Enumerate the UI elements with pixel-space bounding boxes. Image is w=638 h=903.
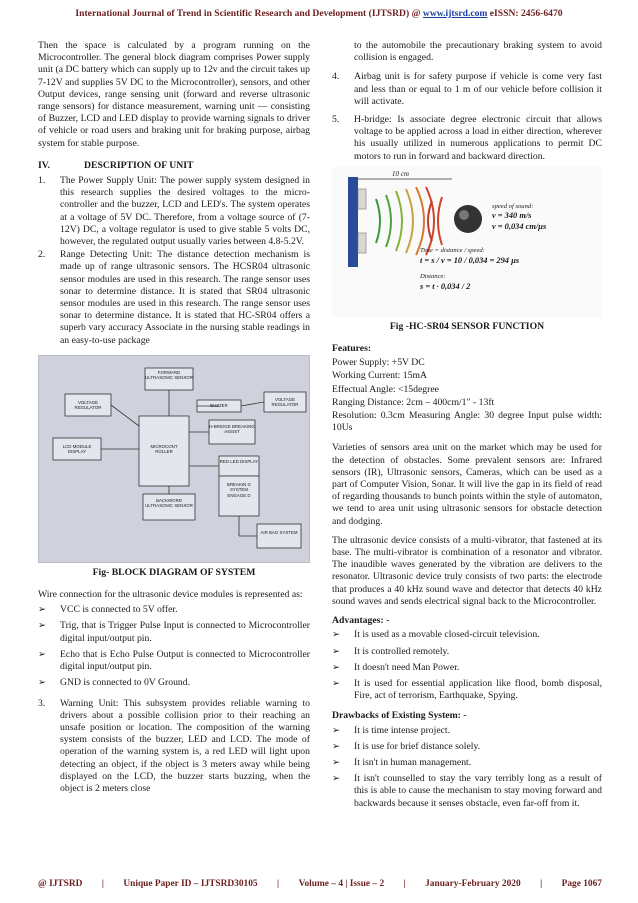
list-item	[38, 249, 310, 347]
footer-volume: Volume – 4 | Issue – 2	[298, 879, 385, 889]
velocity-cmus: v = 0,034 cm/µs	[492, 221, 547, 231]
footer-separator: |	[101, 879, 104, 889]
item-text: It is controlled remotely.	[354, 645, 450, 657]
right-column	[332, 40, 602, 814]
ultrasonic-paragraph: The ultrasonic device consists of a multi-vibrator, that fastened at its base. The multi-vibrator is combination of a resonator and vibrator. The inaudible waves generated by the vibration are delivers to the resonator. Ultrasonic device truly consists of two parts: the electrode that produces a 40 kHz sound wave and detector that detects 40 kHz sound waves and sends electrical signal back to the Microcontroller.	[332, 534, 602, 607]
list-item	[38, 620, 310, 644]
advantages-list	[332, 629, 602, 702]
time-label: Time = distance / speed:	[420, 246, 485, 254]
time-equation: t = s / v = 10 / 0,034 = 294 µs	[420, 255, 520, 265]
feature-item: Effectual Angle: <15degree	[332, 383, 439, 395]
item-text: VCC is connected to 5V offer.	[60, 604, 178, 616]
item-text: H-bridge: Is associate degree electronic circuit that allows voltage to be applied across a load in either direction, wherever his usually utilized in numerous applications to permit DC motors to run in forward and backward direction.	[354, 114, 602, 162]
drawbacks-title: Drawbacks of Existing System: -	[332, 710, 467, 722]
feature-item: Working Current: 15mA	[332, 370, 428, 382]
breaking-label: BREAKIN G SYSTEM ENGAGE D	[227, 481, 251, 499]
block-diagram	[38, 355, 310, 563]
vreg-left-label: VOLTAGE REGULATOR	[74, 399, 102, 410]
list-item	[332, 662, 602, 674]
list-item	[332, 646, 602, 658]
list-item	[38, 175, 310, 248]
item-text: It isn't in human management.	[354, 756, 472, 768]
features-title: Features:	[332, 343, 372, 355]
footer-separator: |	[540, 879, 543, 889]
list-item	[38, 604, 310, 616]
feature-item: Resolution: 0.3cm Measuring Angle: 30 degree Input pulse width: 10Us	[332, 410, 602, 434]
sensors-paragraph: Varieties of sensors area unit on the market which may be used for the detection of obstacles. Some prevalent sensors are: Infrared sensors (IR), Ultrasonic sensors, Cameras, which can be used as a part of Computer Vision, Sonar. It will live the gap in its field of read of regarding thousands to bunch points within the style of automaton, we tend to area unit using ultrasonic sensors for obstacle detection and dodging.	[332, 442, 602, 527]
warning-unit-item	[38, 698, 310, 796]
footer-separator: |	[403, 879, 406, 889]
item-text: GND is connected to 0V Ground.	[60, 677, 191, 689]
item-text: It is time intense project.	[354, 724, 451, 736]
item-number: 1.	[38, 175, 46, 187]
arrow-bullet-icon: ➢	[332, 661, 341, 673]
speed-label: speed of sound:	[492, 202, 534, 210]
arrow-bullet-icon: ➢	[38, 620, 47, 632]
page-header	[0, 8, 638, 19]
section-heading	[38, 160, 310, 172]
drawbacks-list	[332, 725, 602, 810]
arrow-bullet-icon: ➢	[332, 629, 341, 641]
features-block	[332, 343, 602, 434]
airbag-label: AIR BAG SYSTEM	[260, 529, 298, 535]
item-text: Trig, that is Trigger Pulse Input is connected to Microcontroller digital input/output pin.	[60, 620, 310, 644]
arrow-bullet-icon: ➢	[332, 645, 341, 657]
left-column	[38, 40, 310, 796]
list-item	[332, 71, 602, 108]
wire-list	[38, 604, 310, 689]
item-number: 3.	[38, 697, 46, 709]
unit-list	[38, 175, 310, 347]
lcd-label: LCD MODULE DISPLAY	[62, 443, 92, 454]
list-item	[332, 773, 602, 810]
page-footer	[38, 879, 602, 889]
sensor-figure	[332, 167, 602, 317]
arrow-bullet-icon: ➢	[38, 677, 47, 689]
item-text: Airbag unit is for safety purpose if vehicle is come very fast and less than or equal to 1 m of our vehicle before collision it will activate.	[354, 71, 602, 107]
arrow-bullet-icon: ➢	[332, 756, 341, 768]
backward-label: BACKWORD ULTRASONIC SENSOR	[145, 497, 193, 508]
wire-intro: Wire connection for the ultrasonic device modules is represented as:	[38, 589, 303, 601]
list-item	[38, 698, 310, 796]
journal-name: International Journal of Trend in Scientific Research and Development (IJTSRD) @	[75, 8, 421, 19]
list-item	[332, 757, 602, 769]
arrow-bullet-icon: ➢	[332, 724, 341, 736]
footer-date: January-February 2020	[425, 879, 521, 889]
buzzer-label: BUZZER	[210, 402, 228, 408]
item-text: Range Detecting Unit: The distance detection mechanism is made up of range ultrasonic sensors. The HCSR04 ultrasonic sensor modules are used in this research. The range sensor uses sonar to determine distance. It is stated that SR04 ultrasonic sensor modules are used in this research. The range sensor uses sonar to determine distance. It is stated that HC-SR04 offers a superb vary accuracy Associate in the nursing stable readings in an easy-to-use package	[60, 249, 310, 346]
item-text: It is use for brief distance solely.	[354, 740, 481, 752]
sensor-figure-svg	[332, 167, 602, 317]
item-text: The Power Supply Unit: The power supply system designed in this research supplies the desired voltages to the micro-controller and the buzzer, LCD and LED's. The system operates at a voltage of 5V DC. Therefore, from a voltage source of (7-12V) DC, a voltage regulator is used to give stable 5 volts DC, however, the regulated output usually varies between 4.8-5.2V.	[60, 175, 310, 248]
arrow-bullet-icon: ➢	[38, 604, 47, 616]
distance-label: 10 cm	[392, 169, 409, 178]
forward-label: FORWARD ULTRASONIC SENSOR	[145, 369, 193, 380]
intro-paragraph: Then the space is calculated by a program running on the Microcontroller. The general block diagram comprises Power supply unit (a DC battery which can supply up to 12v and the circuit takes up 7-12V and supplies 5V DC to the Microcontroller), sensors, and other Output devices, range sensing unit (forward and reverse ultrasonic range sensors) for distance measurement, warning unit — consisting of Buzzer, LCD and LED display to provide warning signals to driver of vehicle or road users and braking unit for braking purpose, airbag system for stable purpose.	[38, 40, 310, 149]
feature-item: Power Supply: +5V DC	[332, 357, 425, 369]
red-led-label: RED LED DISPLAY	[219, 458, 259, 464]
item-text: It isn't counselled to stay the vary terribly long as a result of this is able to cause the mechanism to stay moving forward and backwards because it senses obstacle, even far-off from it.	[354, 773, 602, 809]
vreg-right-label: VOLTAGE REGULATOR	[271, 396, 299, 407]
feature-item: Ranging Distance: 2cm – 400cm/1″ - 13ft	[332, 396, 495, 408]
list-item	[38, 677, 310, 689]
airbag-block	[257, 524, 301, 548]
item-text: Warning Unit: This subsystem provides reliable warning to drivers about a possible collision prior to their reaching an unsafe position or location. The composition of the warning system consists of the buzzer, LED and LCD. The mode of operation of the warning system is, a red LED will light upon detecting an object, if the object is 3 meters away while being displayed on the LCD, the buzzer starts buzzing, when the object is 2 meters close	[60, 697, 310, 794]
item-text: It is used for essential application like flood, bomb disposal, Fire, act of terrorism, Earthquake, Spying.	[354, 677, 602, 702]
sensor-caption: Fig -HC-SR04 SENSOR FUNCTION	[389, 320, 545, 332]
list-item	[38, 649, 310, 673]
item-number: 2.	[38, 249, 46, 261]
journal-link[interactable]: www.ijtsrd.com	[422, 8, 488, 19]
item-number: 5.	[332, 114, 340, 126]
block-diagram-caption: Fig- BLOCK DIAGRAM OF SYSTEM	[92, 566, 256, 578]
issn: eISSN: 2456-6470	[489, 8, 563, 19]
arrow-bullet-icon: ➢	[332, 677, 341, 689]
hbridge-label: H-BRIDGE BREAKING ASSIST	[209, 423, 255, 434]
item-text: It doesn't need Man Power.	[354, 661, 460, 673]
continued-text: to the automobile the precautionary braking system to avoid collision is engaged.	[354, 40, 602, 64]
item-text: It is used as a movable closed-circuit television.	[354, 629, 540, 641]
arrow-bullet-icon: ➢	[332, 740, 341, 752]
list-item	[332, 725, 602, 737]
list-item	[332, 741, 602, 753]
velocity-ms: v = 340 m/s	[492, 210, 532, 220]
footer-paper-id: Unique Paper ID – IJTSRD30105	[123, 879, 258, 889]
section-number: IV.	[38, 159, 50, 171]
item-text: Echo that is Echo Pulse Output is connected to Microcontroller digital input/output pin.	[60, 648, 310, 673]
footer-left: @ IJTSRD	[38, 879, 83, 889]
list-item	[332, 678, 602, 702]
list-item	[332, 114, 602, 163]
section-title: DESCRIPTION OF UNIT	[84, 159, 194, 171]
list-item	[332, 629, 602, 641]
advantages-title: Advantages: -	[332, 615, 390, 627]
footer-page: Page 1067	[561, 879, 602, 889]
distance-eq-label: Distance:	[420, 272, 446, 280]
arrow-bullet-icon: ➢	[332, 773, 341, 785]
micro-label: MICROCONT ROLLER	[150, 443, 178, 454]
unit-list-continued	[332, 71, 602, 162]
item-number: 4.	[332, 71, 340, 83]
arrow-bullet-icon: ➢	[38, 648, 47, 660]
distance-equation: s = t · 0,034 / 2	[420, 281, 471, 291]
footer-separator: |	[277, 879, 280, 889]
